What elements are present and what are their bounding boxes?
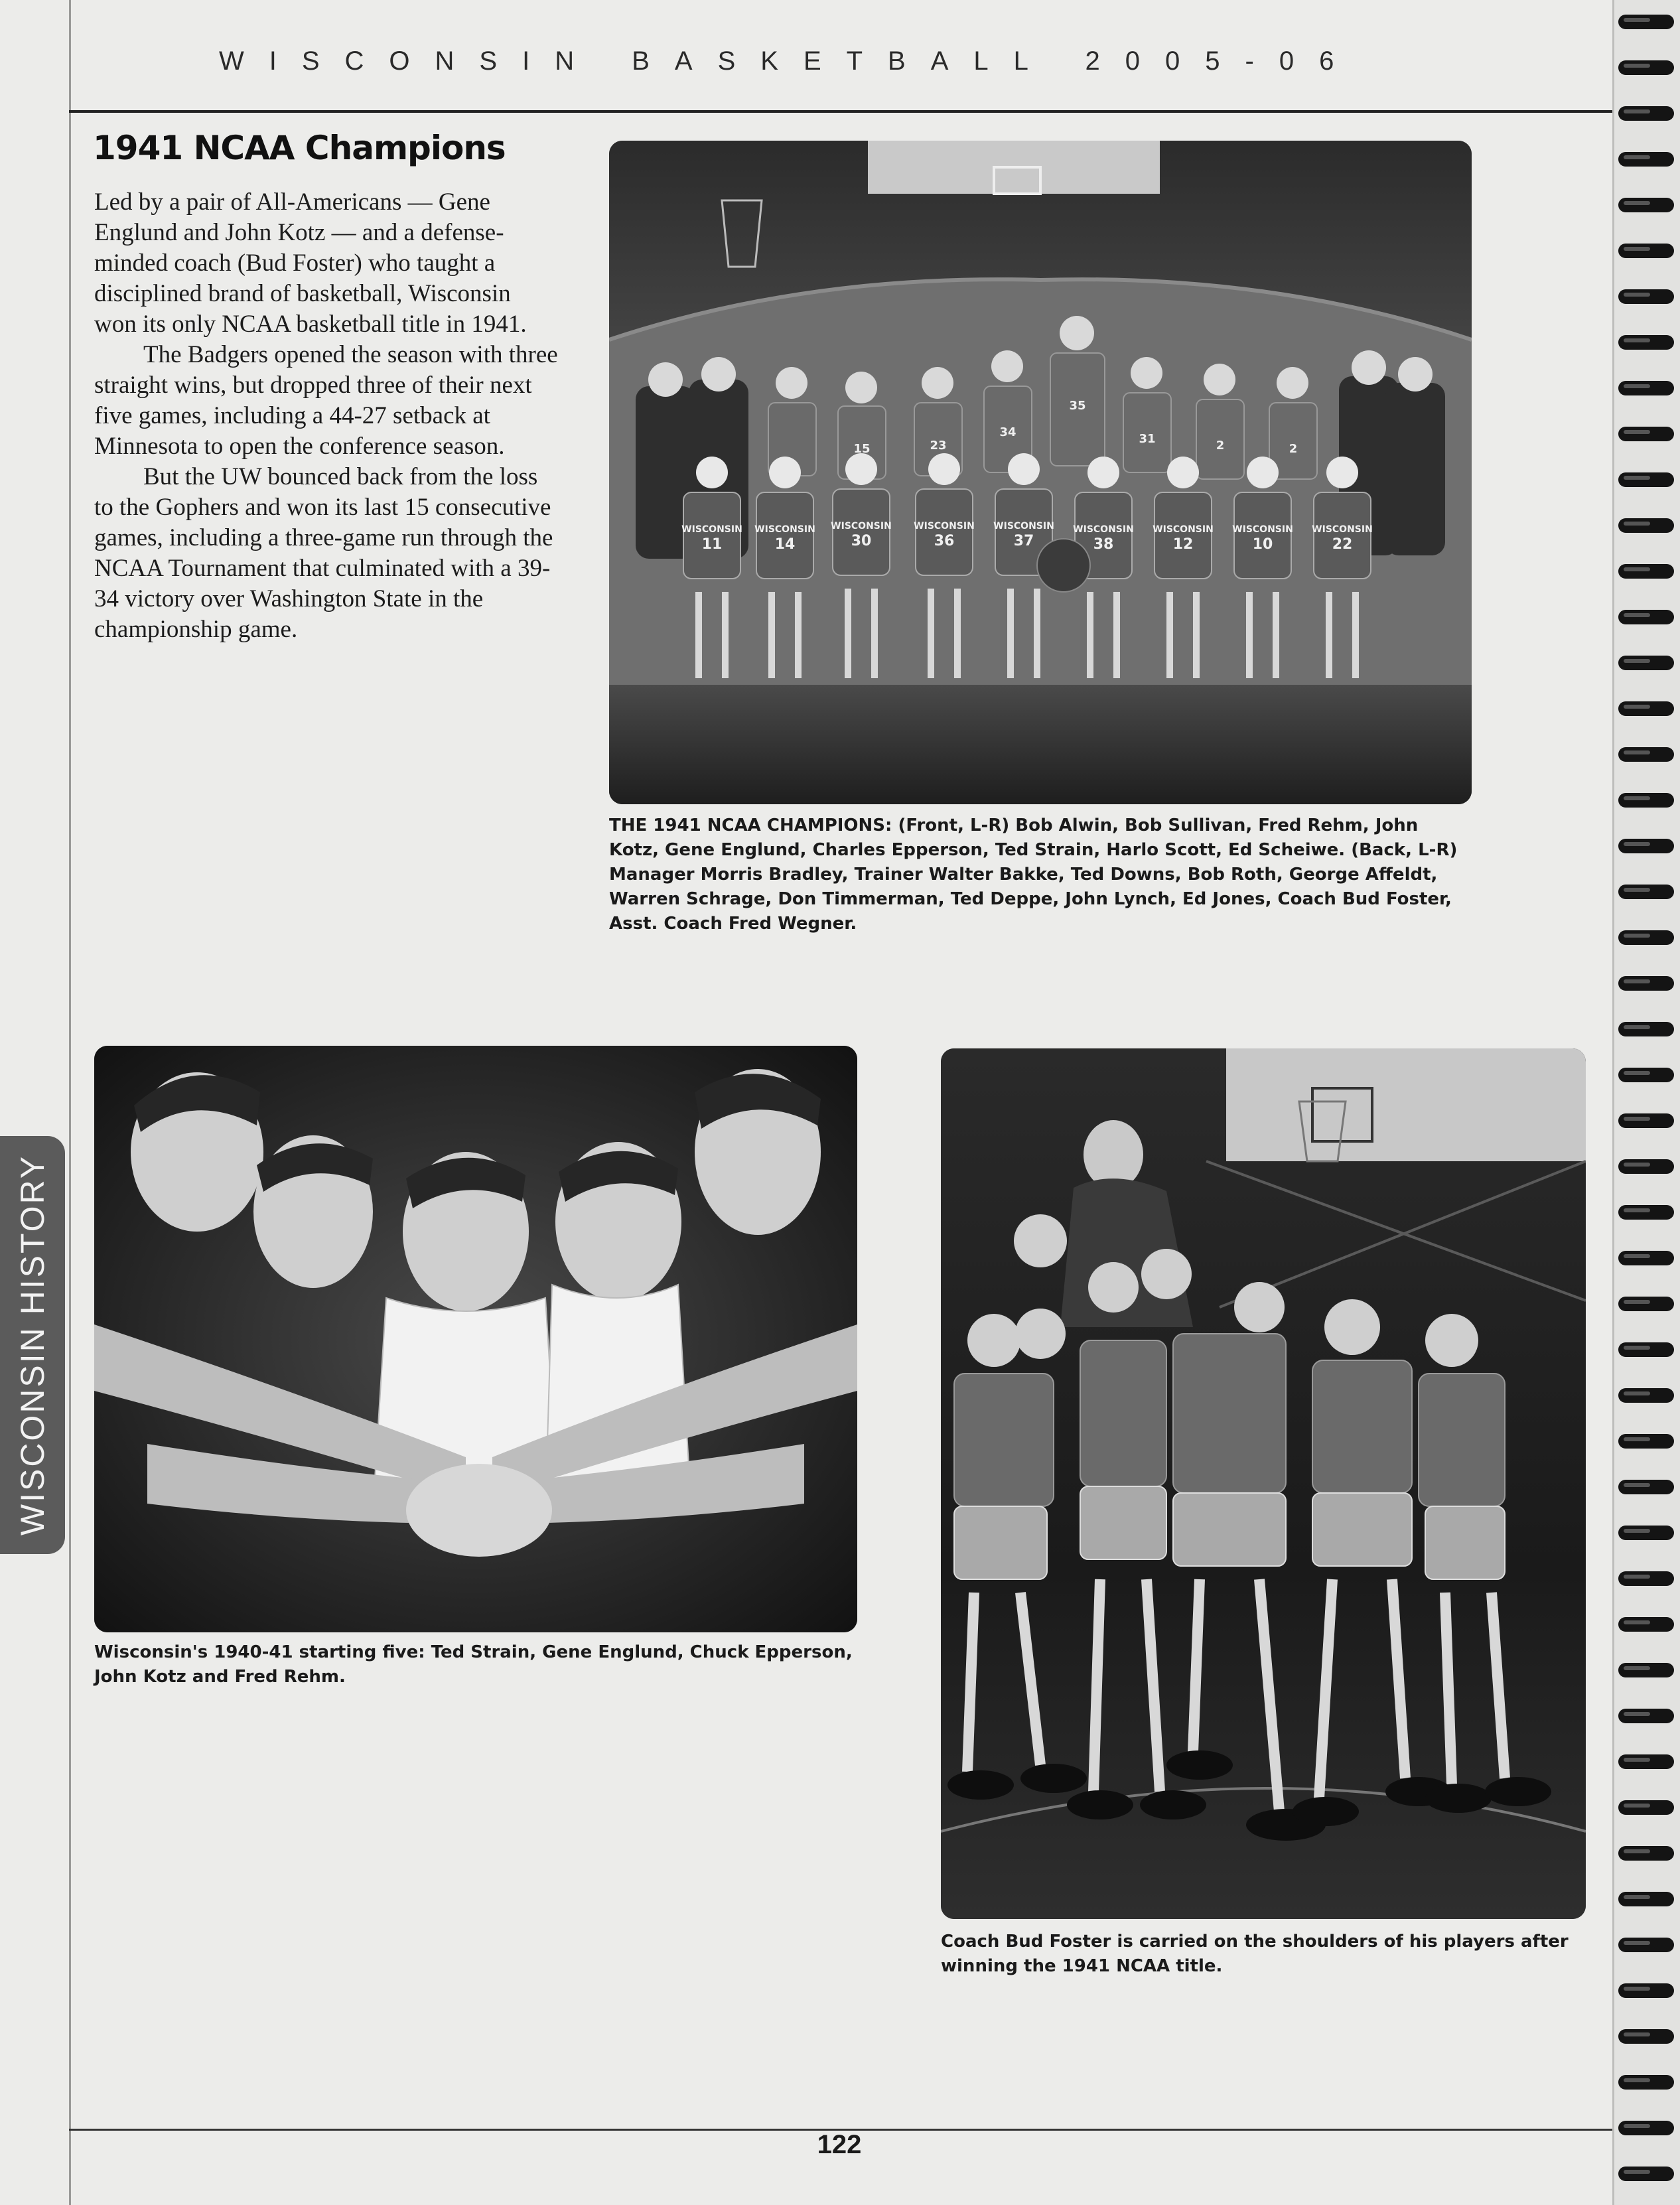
binding-ring [1618,1754,1674,1769]
jersey-number: 11 [701,536,723,553]
binding-ring [1618,564,1674,579]
binding-ring [1618,1113,1674,1128]
jersey-lettering: WISCONSIN [831,521,892,532]
binding-ring [1618,2121,1674,2135]
binding-ring [1618,2075,1674,2090]
binding-ring [1618,656,1674,670]
article-paragraph: The Badgers opened the season with three straight wins, but dropped three of their next five games, including a 44-27 setback at Minnesota to open the conference season. [94,341,558,460]
binding-ring [1618,1068,1674,1082]
binding-ring [1618,930,1674,945]
running-header: WISCONSIN BASKETBALL 2005-06 [219,46,1360,76]
binding-ring [1618,60,1674,75]
jersey-number: 31 [1139,432,1156,446]
article-paragraph: But the UW bounced back from the loss to the Gophers and won its last 15 consecutive games, including a three-game run through the NCAA Tournament that culminated with a 39-34 victory over Washington State in the championship game. [94,463,553,643]
binding-ring [1618,839,1674,853]
binding-ring [1618,885,1674,899]
binding-ring [1618,1342,1674,1357]
binding-ring [1618,793,1674,808]
binding-ring [1618,1617,1674,1632]
jersey-number: 22 [1332,536,1353,553]
team-photo [609,141,1472,804]
jersey-number: 12 [1172,536,1194,553]
binding-ring [1618,1251,1674,1265]
section-side-tab-label: WISCONSIN HISTORY [14,1154,51,1536]
binding-ring [1618,747,1674,762]
binding-ring [1618,1800,1674,1815]
jersey-number: 35 [1069,399,1086,413]
binding-ring [1618,1434,1674,1449]
jersey-lettering: WISCONSIN [1073,524,1134,535]
jersey-number: 10 [1252,536,1273,553]
team-photo-caption: THE 1941 NCAA CHAMPIONS: (Front, L-R) Bob Alwin, Bob Sullivan, Fred Rehm, John Kotz, Gene Englund, Charles Epperson, Ted Strain, Harlo Scott, Ed Scheiwe. (Back, L-R) Manager Morris Bradley, Trainer Walter Bakke, Ted Downs, Bob Roth, George Affeldt, Warren Schrage, Don Timmerman, Ted Deppe, John Lynch, Ed Jones, Coach Bud Foster, Asst. Coach Fred Wegner. [609,816,1458,934]
jersey-lettering: WISCONSIN [754,524,815,535]
binding-ring [1618,1846,1674,1861]
binding-ring [1618,1297,1674,1311]
binding-ring [1618,1571,1674,1586]
binding-ring [1618,1938,1674,1952]
margin-line [69,0,71,2205]
jersey-number: 2 [1216,439,1225,453]
celebration-photo [941,1048,1586,1919]
jersey-lettering: WISCONSIN [1232,524,1293,535]
binding-ring [1618,976,1674,991]
jersey-number: 36 [934,533,955,549]
article-body [94,187,559,645]
article-title: 1941 NCAA Champions [93,129,506,167]
starting-five-photo [94,1046,857,1632]
binding-ring [1618,472,1674,487]
jersey-number: 23 [930,439,947,453]
binding-ring [1618,381,1674,395]
binding-ring [1618,1526,1674,1540]
jersey-number: 37 [1013,533,1034,549]
binding-ring [1618,1892,1674,1906]
jersey-number: 38 [1093,536,1114,553]
jersey-number: 15 [853,442,871,456]
binding-ring [1618,289,1674,304]
binding-ring [1618,1480,1674,1494]
jersey-lettering: WISCONSIN [681,524,742,535]
binding-ring [1618,1709,1674,1723]
jersey-lettering: WISCONSIN [1153,524,1214,535]
binding-ring [1618,610,1674,624]
jersey-lettering: WISCONSIN [914,521,975,532]
binding-ring [1618,1205,1674,1220]
binding-ring [1618,2167,1674,2181]
binding-ring [1618,701,1674,716]
binding-ring [1618,1159,1674,1174]
page-number: 122 [817,2130,862,2159]
celebration-caption: Coach Bud Foster is carried on the shoulders of his players after winning the 1941 NCAA title. [941,1932,1569,1976]
binding-ring [1618,335,1674,350]
binding-ring [1618,244,1674,258]
binding-ring [1618,152,1674,167]
binding-ring [1618,2029,1674,2044]
jersey-lettering: WISCONSIN [993,521,1054,532]
jersey-number: 30 [851,533,872,549]
starting-five-caption: Wisconsin's 1940-41 starting five: Ted Strain, Gene Englund, Chuck Epperson, John Kotz and Fred Rehm. [94,1642,853,1687]
jersey-number: 34 [999,425,1016,439]
binding-ring [1618,15,1674,29]
binding-ring [1618,518,1674,533]
binding-ring [1618,198,1674,212]
binding-ring [1618,106,1674,121]
binding-ring [1618,1388,1674,1403]
article-paragraph: Led by a pair of All-Americans — Gene Englund and John Kotz — and a defense-minded coach (Bud Foster) who taught a disciplined brand of basketball, Wisconsin won its only NCAA basketball title in 1941. [94,188,527,338]
spiral-binding [1612,0,1680,2205]
header-rule [69,110,1612,113]
jersey-number: 2 [1289,442,1298,456]
binding-ring [1618,1983,1674,1998]
binding-ring [1618,1663,1674,1677]
jersey-number: 14 [774,536,796,553]
binding-ring [1618,427,1674,441]
binding-ring [1618,1022,1674,1036]
section-side-tab [0,1136,65,1554]
jersey-lettering: WISCONSIN [1312,524,1373,535]
